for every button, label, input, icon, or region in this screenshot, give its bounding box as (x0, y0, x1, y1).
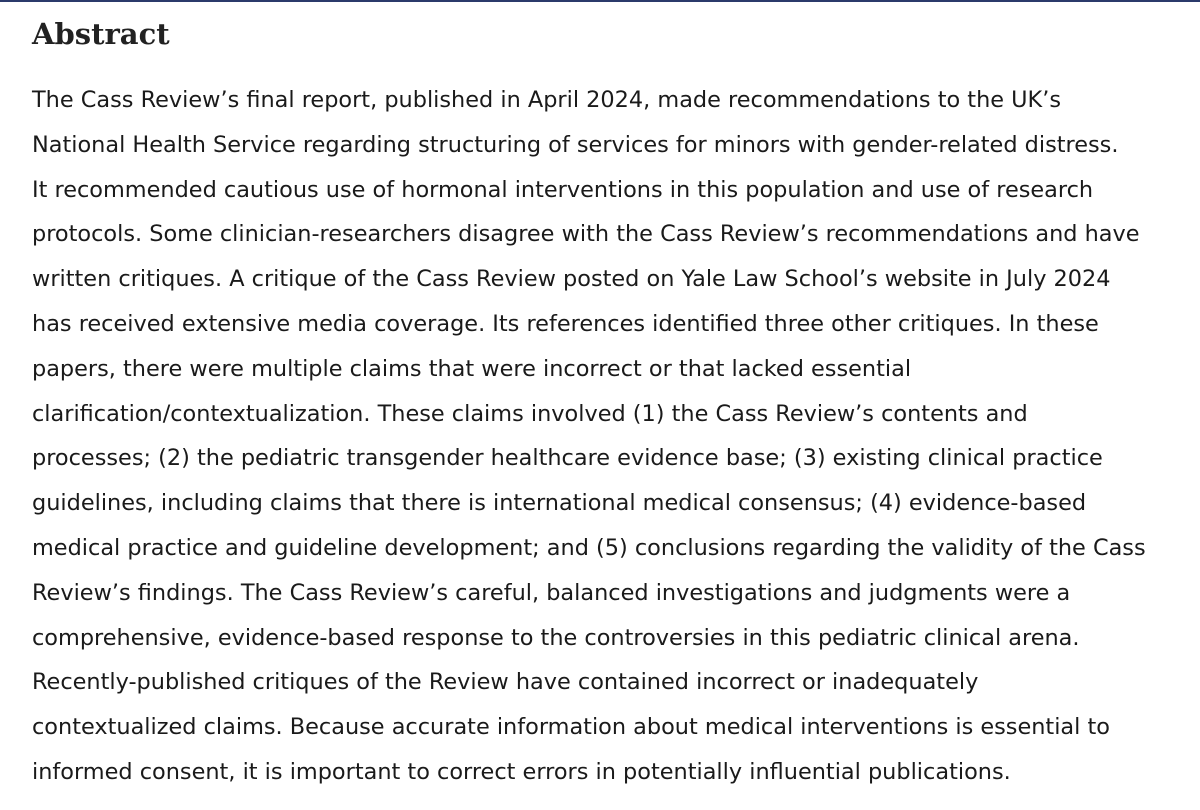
abstract-line: National Health Service regarding structuring of services for minors with gender-related distress. (32, 131, 1119, 158)
abstract-body (32, 78, 1182, 795)
abstract-line: Review’s findings. The Cass Review’s careful, balanced investigations and judgments were a (32, 579, 1071, 606)
abstract-line: guidelines, including claims that there is international medical consensus; (4) evidence-based (32, 490, 1087, 517)
abstract-line: medical practice and guideline development; and (5) conclusions regarding the validity of the Cass (32, 534, 1146, 561)
abstract-line: It recommended cautious use of hormonal interventions in this population and use of research (32, 176, 1094, 203)
abstract-line: has received extensive media coverage. Its references identified three other critiques. In these (32, 310, 1099, 337)
abstract-section (32, 14, 1182, 795)
abstract-line: papers, there were multiple claims that were incorrect or that lacked essential (32, 355, 912, 382)
abstract-line: protocols. Some clinician-researchers disagree with the Cass Review’s recommendations and have (32, 221, 1140, 248)
abstract-line: Recently-published critiques of the Review have contained incorrect or inadequately (32, 669, 979, 696)
abstract-line: comprehensive, evidence-based response to the controversies in this pediatric clinical arena. (32, 624, 1080, 651)
abstract-line: The Cass Review’s final report, published in April 2024, made recommendations to the UK’s (32, 87, 1062, 113)
abstract-line: processes; (2) the pediatric transgender healthcare evidence base; (3) existing clinical practice (32, 445, 1103, 472)
abstract-line: informed consent, it is important to correct errors in potentially influential publications. (32, 758, 1011, 785)
top-divider (0, 0, 1200, 2)
abstract-line: contextualized claims. Because accurate information about medical interventions is essential to (32, 714, 1110, 741)
abstract-heading: Abstract (32, 17, 170, 51)
abstract-line: written critiques. A critique of the Cass Review posted on Yale Law School’s website in July 2024 (32, 266, 1111, 293)
abstract-line: clarification/contextualization. These claims involved (1) the Cass Review’s contents and (32, 400, 1028, 427)
